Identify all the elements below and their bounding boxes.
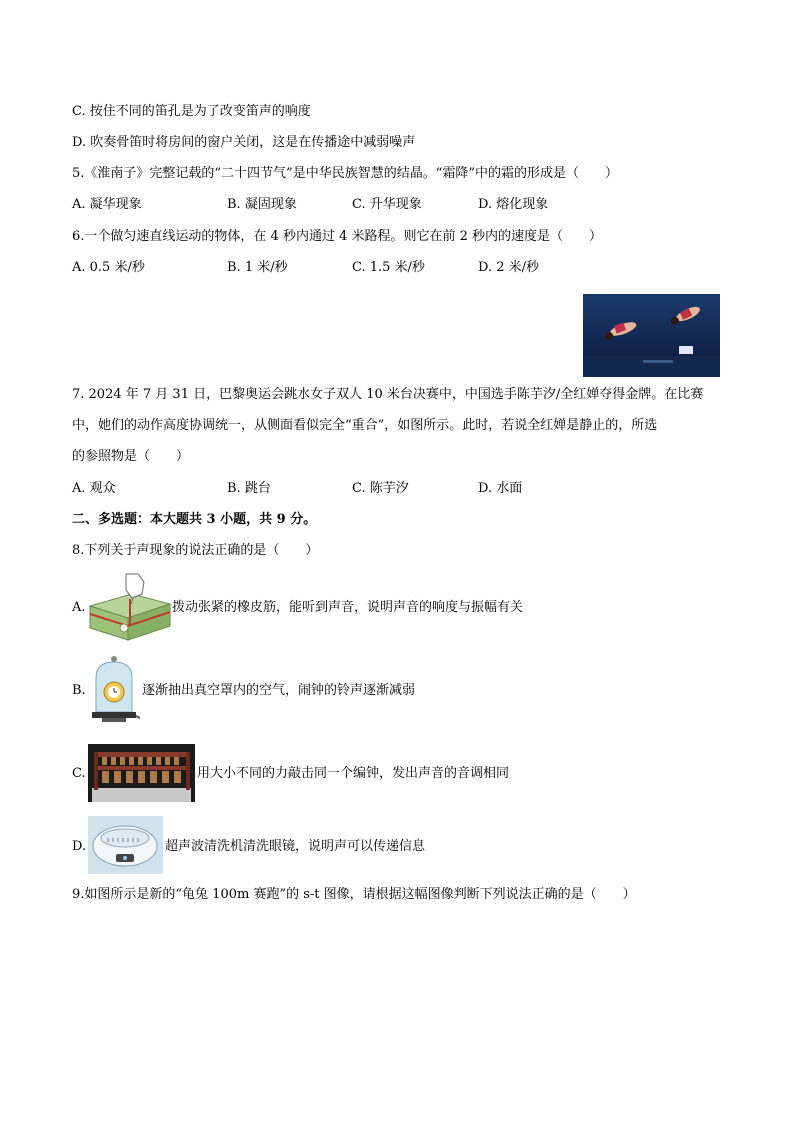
chime-bells-image — [88, 744, 195, 802]
q7-option-b: B. 跳台 — [227, 481, 271, 496]
q6-option-c: C. 1.5 米/秒 — [352, 260, 425, 275]
q5-option-c: C. 升华现象 — [352, 197, 422, 212]
q8-option-a-label: A. — [72, 600, 86, 615]
q8-option-b-label: B. — [72, 683, 86, 698]
ultrasonic-cleaner-image — [88, 816, 163, 874]
q8-option-a-text: 拨动张紧的橡皮筋，能听到声音，说明声音的响度与振幅有关 — [172, 600, 524, 615]
q4-option-d: D. 吹奏骨笛时将房间的窗户关闭，这是在传播途中减弱噪声 — [72, 135, 416, 150]
q5-option-d: D. 熔化现象 — [478, 197, 549, 212]
q6-stem: 6.一个做匀速直线运动的物体，在 4 秒内通过 4 米路程。则它在前 2 秒内的速度是（ ） — [72, 229, 603, 244]
q9-stem: 9.如图所示是新的“龟兔 100m 赛跑”的 s-t 图像，请根据这幅图像判断下列说法正确的是（ ） — [72, 887, 636, 902]
q6-option-a: A. 0.5 米/秒 — [72, 260, 145, 275]
section-heading: 二、多选题：本大题共 3 小题，共 9 分。 — [72, 512, 317, 527]
q7-stem-line3: 的参照物是（ ） — [72, 449, 190, 464]
bell-jar-alarm-clock-image — [88, 656, 140, 724]
q5-stem: 5.《淮南子》完整记载的“二十四节气”是中华民族智慧的结晶。“霜降”中的霜的形成是（ ） — [72, 166, 618, 181]
q8-option-c-label: C. — [72, 766, 86, 781]
q6-option-b: B. 1 米/秒 — [227, 260, 288, 275]
q7-option-d: D. 水面 — [478, 481, 523, 496]
q5-option-a: A. 凝华现象 — [72, 197, 142, 212]
q8-option-c-text: 用大小不同的力敲击同一个编钟，发出声音的音调相同 — [197, 766, 510, 781]
q8-stem: 8.下列关于声现象的说法正确的是（ ） — [72, 543, 319, 558]
q8-option-d-label: D. — [72, 839, 87, 854]
q4-option-c: C. 按住不同的笛孔是为了改变笛声的响度 — [72, 104, 311, 119]
q7-stem-line2: 中，她们的动作高度协调统一，从侧面看似完全“重合”，如图所示。此时，若说全红婵是静止的，所选 — [72, 418, 658, 433]
q8-option-b-text: 逐渐抽出真空罩内的空气，闹钟的铃声逐渐减弱 — [142, 683, 416, 698]
q8-option-d-text: 超声波清洗机清洗眼镜，说明声可以传递信息 — [165, 839, 426, 854]
diving-photo — [583, 294, 720, 377]
q7-option-c: C. 陈芋汐 — [352, 481, 409, 496]
q6-option-d: D. 2 米/秒 — [478, 260, 540, 275]
q7-option-a: A. 观众 — [72, 481, 116, 496]
q7-stem-line1: 7. 2024 年 7 月 31 日，巴黎奥运会跳水女子双人 10 米台决赛中，中国选手陈芋汐/全红婵夺得金牌。在比赛 — [72, 387, 704, 402]
q5-option-b: B. 凝固现象 — [227, 197, 297, 212]
rubber-band-box-image — [86, 572, 172, 642]
